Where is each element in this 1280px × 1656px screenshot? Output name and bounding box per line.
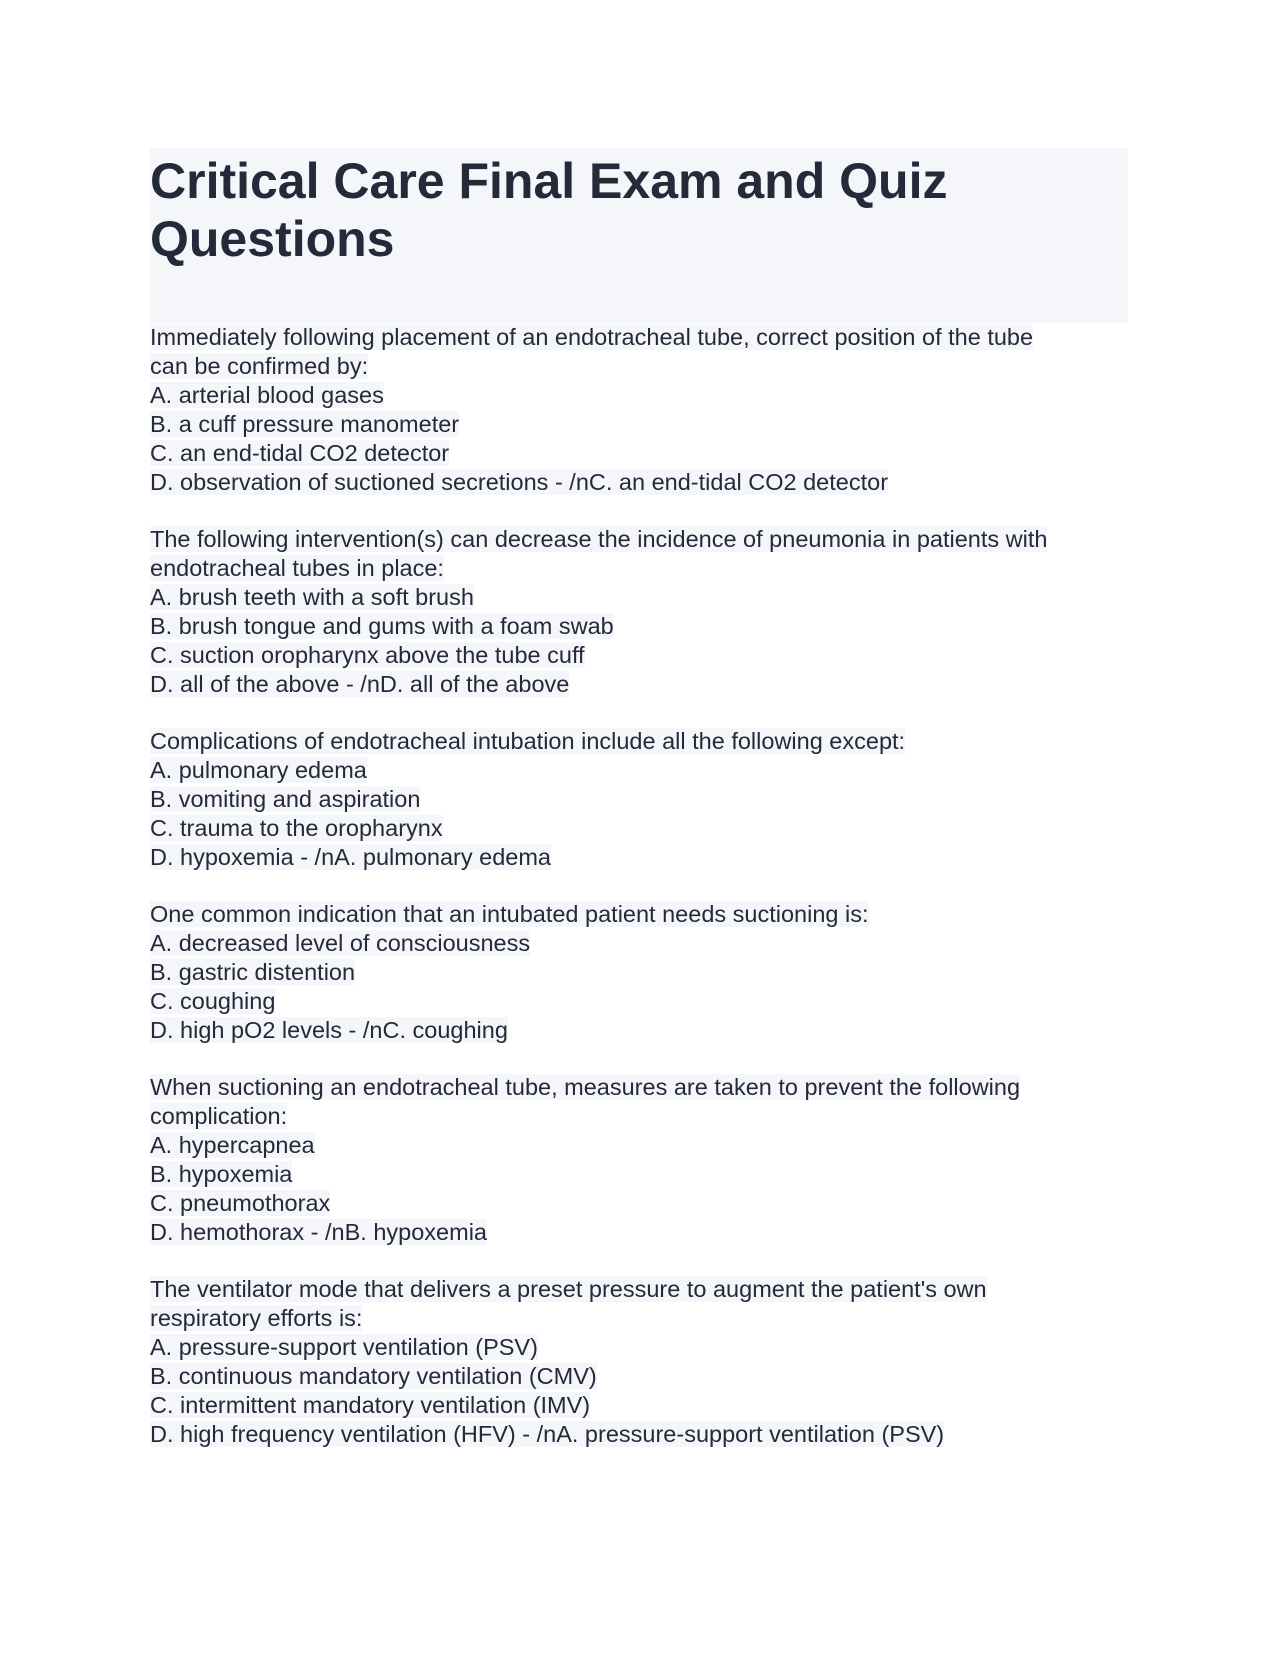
question-3 bbox=[150, 727, 1130, 872]
answer-option-b: B. a cuff pressure manometer bbox=[150, 411, 460, 437]
question-4 bbox=[150, 900, 1130, 1045]
answer-option-a: A. decreased level of consciousness bbox=[150, 930, 531, 956]
answer-option-b: B. gastric distention bbox=[150, 959, 356, 985]
question-stem-line: The ventilator mode that delivers a preset pressure to augment the patient's own bbox=[150, 1276, 987, 1302]
answer-option-d-with-answer: D. high frequency ventilation (HFV) - /nA. pressure-support ventilation (PSV) bbox=[150, 1421, 945, 1447]
answer-option-b: B. hypoxemia bbox=[150, 1161, 293, 1187]
answer-option-c: C. trauma to the oropharynx bbox=[150, 815, 443, 841]
question-5 bbox=[150, 1073, 1130, 1247]
question-stem-line: The following intervention(s) can decrease the incidence of pneumonia in patients with bbox=[150, 526, 1048, 552]
document-title: Critical Care Final Exam and Quiz Questions bbox=[150, 153, 948, 267]
question-stem-line: Immediately following placement of an endotracheal tube, correct position of the tube bbox=[150, 324, 1034, 350]
answer-option-c: C. intermittent mandatory ventilation (IMV) bbox=[150, 1392, 591, 1418]
question-stem-line: endotracheal tubes in place: bbox=[150, 555, 444, 581]
question-stem-line: When suctioning an endotracheal tube, measures are taken to prevent the following bbox=[150, 1074, 1021, 1100]
answer-option-b: B. continuous mandatory ventilation (CMV) bbox=[150, 1363, 597, 1389]
answer-option-a: A. brush teeth with a soft brush bbox=[150, 584, 474, 610]
question-6 bbox=[150, 1275, 1130, 1449]
question-stem-line: can be confirmed by: bbox=[150, 353, 369, 379]
answer-option-c: C. suction oropharynx above the tube cuff bbox=[150, 642, 585, 668]
answer-option-c: C. an end-tidal CO2 detector bbox=[150, 440, 450, 466]
answer-option-d-with-answer: D. hypoxemia - /nA. pulmonary edema bbox=[150, 844, 551, 870]
answer-option-d-with-answer: D. high pO2 levels - /nC. coughing bbox=[150, 1017, 508, 1043]
title-block bbox=[150, 148, 1128, 323]
question-stem-line: One common indication that an intubated patient needs suctioning is: bbox=[150, 901, 869, 927]
answer-option-b: B. vomiting and aspiration bbox=[150, 786, 421, 812]
question-stem-line: complication: bbox=[150, 1103, 288, 1129]
answer-option-d-with-answer: D. observation of suctioned secretions - /nC. an end-tidal CO2 detector bbox=[150, 469, 889, 495]
answer-option-b: B. brush tongue and gums with a foam swab bbox=[150, 613, 614, 639]
answer-option-d-with-answer: D. all of the above - /nD. all of the above bbox=[150, 671, 570, 697]
answer-option-d-with-answer: D. hemothorax - /nB. hypoxemia bbox=[150, 1219, 487, 1245]
question-stem-line: Complications of endotracheal intubation include all the following except: bbox=[150, 728, 906, 754]
answer-option-a: A. arterial blood gases bbox=[150, 382, 384, 408]
question-stem-line: respiratory efforts is: bbox=[150, 1305, 363, 1331]
answer-option-a: A. hypercapnea bbox=[150, 1132, 315, 1158]
question-2 bbox=[150, 525, 1130, 699]
answer-option-a: A. pulmonary edema bbox=[150, 757, 367, 783]
question-1 bbox=[150, 323, 1130, 497]
answer-option-c: C. pneumothorax bbox=[150, 1190, 331, 1216]
answer-option-c: C. coughing bbox=[150, 988, 276, 1014]
question-list bbox=[150, 323, 1130, 1477]
answer-option-a: A. pressure-support ventilation (PSV) bbox=[150, 1334, 538, 1360]
